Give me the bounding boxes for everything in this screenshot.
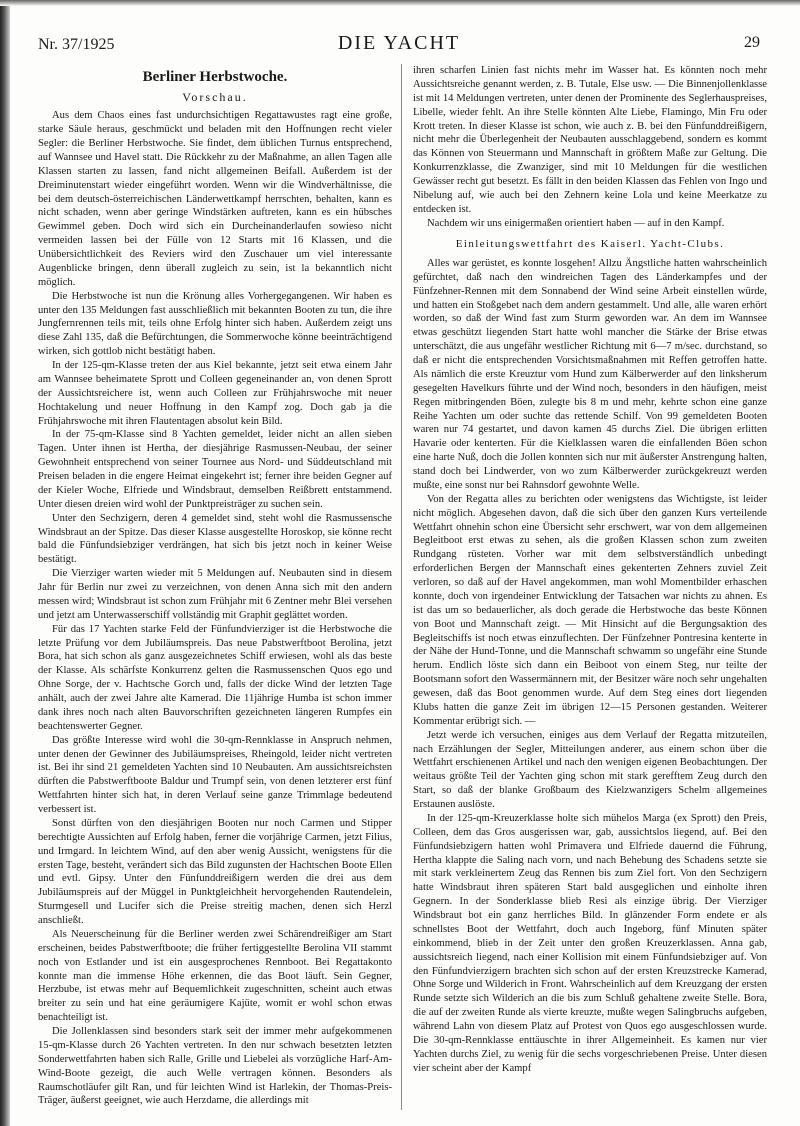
page-number: 29 [744,34,760,51]
paragraph: Nachdem wir uns einigermaßen orientiert haben — auf in den Kampf. [427,217,725,229]
article-subtitle: Vorschau. [182,89,248,104]
paragraph: Die Jollenklassen sind besonders stark seit der immer mehr aufgekommenen 15-qm-Klasse durch 26 Yachten vertreten. In den nur schwach besetzten letzten Sonderwettfahrten haben sich Ralle, Grille und Liebelei als vorzügliche Harf-Am-Wind-Boote gezeigt, die auch Welle vertragen können. Besonders als Raumschotläufer gilt Ran, und für leichten Wind ist Harlekin, der Thomas-Preis-Träger, äußerst geeignet, wie auch Herzdame, die allerdings mit [38,1026,392,1107]
paragraph: Für das 17 Yachten starke Feld der Fünfundvierziger ist die Herbstwoche die letzte Prüfung vor dem Jubiläumspreis. Das neue Pabstwerftboot Berolina, jetzt Bora, hat sich schon als ganz ausgezeichnetes Schiff erwiesen, wohl als das beste der Klasse. Als schärfste Konkurrenz gelten die Rasmussenschen Quos ego und Ohne Sorge, der v. Hachtsche Gorch und, falls der dicke Wind der letzten Tage anhält, auch der zwei Jahre alte Kamerad. Die 11jährige Humba ist schon immer dank ihres noch nach alten Bauvorschriften gezeichneten längeren Rumpfes ein beachtenswerter Gegner. [38,623,392,732]
paragraph: In der 125-qm-Kreuzerklasse holte sich mühelos Marga (ex Sprott) den Preis, Colleen, dem das Gros ausgerissen war, gab, aussichtslos liegend, auf. Bei den Fünfundsiebzigern hatten wohl Primavera und Elfriede dauernd die Führung, Hertha klappte die Saling nach vorn, und nach Behebung des Schadens setzte sie mit stark verkleinertem Zeug das Rennen bis zum Ziel fort. Von den Sechzigern hatte Windsbraut ihren späteren Start bald ausgeglichen und einholte ihren Gegnern. In der Sonderklasse blieb Resi als einzige übrig. Der Vierziger Windsbraut bot ein ganz herrliches Bild. In glänzender Form endete er als schnellstes Boot der Wettfahrt, doch auch Ingeborg, fünf Minuten später einkommend, blieb in der Zeit unter den großen Kreuzerklassen. Anna gab, aussichtsreich liegend, nach einer Kollision mit einem Fünfundsiebziger auf. Von den Fünfundvierzigern brachten sich schon auf der ersten Kreuzstrecke Kamerad, Ohne Sorge und Wilderich in Front. Wahrscheinlich auf dem Kreuzgang der ersten Runde setzte sich Wilderich an die bis zum Schluß gehaltene zweite Stelle. Bora, die auf der zweiten Runde als vierte kreuzte, mußte wegen Salingbruchs aufgeben, während Lahn von diesem Platz auf Protest von Quos ego ausgeschlossen wurde. Die 30-qm-Rennklasse enttäuschte in ihrer Allgemeinheit. Es kamen nur vier Yachten durchs Ziel, zu wenig für die sechs vorgeschriebenen Preise. Unter diesen vier scheint aber der Kampf [413,812,767,1074]
page-top-edge [0,0,800,6]
paragraph: ihren scharfen Linien fast nichts mehr im Wasser hat. Es könnten noch mehr Aussichtsreiche genannt werden, z. B. Tutale, Else usw. — Die Binnenjollenklasse ist mit 14 Meldungen vertreten, unter denen der Prominente des Seglerhauspreises, Libelle, wieder fehlt. An ihre Stelle könnten Alte Liebe, Flamingo, Min Fru oder Krott treten. In dieser Klasse ist schon, wie auch z. B. bei den Fünfunddreißigern, nicht mehr die Überlegenheit der Neubauten ausschlaggebend, sondern es kommt das Können von Steuermann und Mannschaft in größtem Maße zur Geltung. Die Konkurrenzklasse, die Zwanziger, sind mit 10 Meldungen für die westlichen Gewässer recht gut besetzt. Es fällt in den beiden Klassen das Fehlen von Ingo und Nibelung auf, wie auch bei den Zehnern keine Lola und keine Meerkatze zu entdecken ist. [413,65,767,215]
paragraph: Von der Regatta alles zu berichten oder wenigstens das Wichtigste, ist leider nicht möglich. Abgesehen davon, daß die sich über den ganzen Kurs verteilende Wettfahrt ohnehin schon eine Übersicht sehr erschwert, war von dem allgemeinen Begleitboot erst etwas zu sehen, als die großen Klassen schon zum zweiten Rundgang rüsteten. Vorher war mit dem selbstverständlich unbedingt erforderlichen Bergen der Mannschaft eines gekenterten Zehners zuviel Zeit verloren, so daß auf der Havel angekommen, man wohl Momentbilder erhaschen konnte, doch von irgendeiner Entwicklung der Tatsachen war nichts zu ahnen. Es ist das um so bedauerlicher, als doch gerade die Herbstwoche das beste Können von Boot und Mannschaft zeigt. — Mit Hinsicht auf die Bergungsaktion des Begleitschiffs ist noch etwas einzuflechten. Der Fünfzehner Pontresina kenterte in der Nähe der Hund-Tonne, und die Mannschaft schwamm so ungefähr eine Stunde herum. Endlich löste sich dann ein Beiboot von einem Steg, nur teilte der Bootsmann sofort den Wassermännern mit, der Besitzer wäre noch sehr ungehalten gewesen, daß das Boot genommen wurde. Auf dem Steg eines dort liegenden Klubs hatten die ganze Zeit im übrigen 12—15 Personen gestanden. Weiterer Kommentar erübrigt sich. — [413,493,767,727]
issue-number: Nr. 37/1925 [38,36,115,53]
paragraph: Jetzt werde ich versuchen, einiges aus dem Verlauf der Regatta mitzuteilen, nach Erzählungen der Segler, Mitteilungen anderer, aus einem schon über die Wettfahrt erschienenen Artikel und nach den wenigen eigenen Beobachtungen. Der weitaus größte Teil der Yachten ging schon mit stark gerefftem Zeug durch den Start, so daß der blanke Großbaum des Kielzwanzigers Schelm allgemeines Erstaunen auslöste. [413,729,767,811]
article-title: Berliner Herbstwoche. [142,69,288,85]
running-header [38,30,760,54]
paragraph: Alles war gerüstet, es konnte losgehen! Allzu Ängstliche hatten wahrscheinlich gefürchtet, daß nach den windreichen Tagen des Länderkampfes und der Fünfzehner-Rennen mit dem Sonnabend der Wind seine Arbeit einstellen würde, und hatten ein Stoßgebet nach dem andern gestammelt. Und alle, alle waren erhört worden, so daß der Wind fast zum Sturm geworden war. An dem im Wannsee etwas geschützt liegenden Start hatte wohl mancher die Stärke der Brise etwas unterschätzt, die aus ungefähr westlicher Richtung mit 6—7 m/sec. durchstand, so daß er nicht die entsprechenden Vorsichtsmaßnahmen mit Reffen getroffen hatte. Als nämlich die erste Kreuztur vom Hund zum Kälberwerder auf den linksherum gesegelten Havelkurs führte und der Wind noch, besonders in den häufigen, meist Regen mitbringenden Böen, zulegte bis 8 m und mehr, kehrte schon eine ganze Reihe Yachten um oder suchte das rettende Schilf. Von 99 gemeldeten Booten waren nur 74 gestartet, und davon kamen 45 durchs Ziel. Die übrigen erlitten Havarie oder kenterten. Für die Kielklassen waren die einfallenden Böen schon eine harte Nuß, doch die Jollen konnten sich nur mit äußerster Anstrengung halten, stand doch bei Lindwerder, von wo zum Kälberwerder zurückgekreuzt werden mußte, eine sonst nur bei Rahnsdorf gewohnte Welle. [413,257,767,491]
paragraph: Als Neuerscheinung für die Berliner werden zwei Schärendreißiger am Start erscheinen, beides Pabstwerftboote; die früher fertiggestellte Berolina VII stammt noch von Estlander und ist ein ausgesprochenes Rennboot. Bei Regattakonto konnte man die immense Höhe erkennen, die das Boot läuft. Sein Gegner, Herzbube, ist etwas mehr auf Bequemlichkeit zugeschnitten, scheint auch etwas breiter zu sein und hat eine geräumigere Kajüte, womit er wohl schon etwas benachteiligt ist. [38,928,392,1024]
paragraph: In der 125-qm-Klasse treten der aus Kiel bekannte, jetzt seit etwa einem Jahr am Wannsee beheimatete Sprott und Colleen gegeneinander an, von denen Sprott der Aussichtsreichere ist, wenn auch Colleen zur Frühjahrswoche mit neuer Hochtakelung und neuer Hoffnung in den Kampf zog. Doch gab ja die Frühjahrswoche mit ihren Flautentagen absolut kein Bild. [38,360,392,427]
right-column [413,64,767,1110]
left-column [38,64,392,1110]
paragraph: Die Vierziger warten wieder mit 5 Meldungen auf. Neubauten sind in diesem Jahr für Berlin nur zwei zu verzeichnen, von denen Anna sich mit den andern messen wird; Windsbraut ist schon zum Frühjahr mit 6 Zentner mehr Blei versehen und jetzt am Unterwasserschiff vollständig mit Graphit geglättet worden. [38,568,392,621]
section-title: Einleitungswettfahrt des Kaiserl. Yacht-Clubs. [455,237,725,250]
paragraph: Das größte Interesse wird wohl die 30-qm-Rennklasse in Anspruch nehmen, unter denen der Gewinner des Jubiläumspreises, Rheingold, leider nicht vertreten ist. Bei ihr sind 21 gemeldeten Yachten sind 10 Neubauten. Am aussichtsreichsten dürften die Pabstwerftboote Baldur und Trumpf sein, von denen letzterer erst fünf Wettfahrten hinter sich hat, in deren Verlauf seine ganze Trimmlage bedeutend verbessert ist. [38,734,392,816]
page-binding-edge [0,0,10,1126]
paragraph: Die Herbstwoche ist nun die Krönung alles Vorhergegangenen. Wir haben es unter den 135 Meldungen fast ausschließlich mit bekannten Booten zu tun, die ihre Jungfernrennen teils mit, teils ohne Erfolg hinter sich haben. Außerdem zeigt uns diese Zahl 135, daß die Befürchtungen, die Sommerwoche könne beeinträchtigend wirken, sich gottlob nicht bestätigt haben. [38,290,392,358]
paragraph: In der 75-qm-Klasse sind 8 Yachten gemeldet, leider nicht an allen sieben Tagen. Unter ihnen ist Hertha, der diesjährige Rasmussen-Neubau, der seiner Gewohnheit entsprechend von seiner Tournee aus Nord- und Süddeutschland mit Preisen beladen in die engere Heimat eingekehrt ist; ferner ihre beiden Gegner auf der Kieler Woche, Elfriede und Windsbraut, demselben Reißbrett entstammend. Unter diesen dreien wird wohl der Punktpreisträger zu suchen sein. [38,429,392,510]
column-divider [401,64,402,1110]
paragraph: Sonst dürften von den diesjährigen Booten nur noch Carmen und Stipper berechtigte Aussichten auf Erfolg haben, ferner die vorjährige Carmen, jetzt Filius, und Irmgard. In leichtem Wind, auf den aber wenig Aussicht, wenigstens für die ersten Tage, besteht, verändert sich das Bild zugunsten der Hachtschen Boote Ellen und evtl. Gipsy. Unter den Fünfunddreißigern werden die drei aus dem Jubiläumspreis auf der Müggel in Punktgleichheit hervorgehenden Rautendelein, Sturmgesell und Lucifer sich die Preise streitig machen, denen sich Herzl anschließt. [38,817,392,927]
paragraph: Unter den Sechzigern, deren 4 gemeldet sind, steht wohl die Rasmussensche Windsbraut an der Spitze. Das dieser Klasse ausgestellte Horoskop, sie könne recht bald die Fünfundsiebziger verdrängen, hat sich bis jetzt noch in keiner Weise bestätigt. [38,512,392,566]
paragraph: Aus dem Chaos eines fast undurchsichtigen Regattawustes ragt eine große, starke Säule heraus, geschmückt und beladen mit den Hoffnungen recht vieler Segler: die Berliner Herbstwoche. Sie findet, dem üblichen Turnus entsprechend, auf Wannsee und Havel statt. Die Rückkehr zu der Maßnahme, an allen Tagen alle Klassen starten zu lassen, fand nicht allgemeinen Beifall. Außerdem ist der Dreiminutenstart wieder eingeführt worden. Wenn wir die Windverhältnisse, die bei dem deutsch-österreichischen Länderwettkampf herrschten, behalten, kann es nicht schaden, wenn aber geringe Windstärken auftreten, kann es ein hübsches Gewimmel geben. Doch wird sich ein Durcheinanderlaufen sowieso nicht vermeiden lassen bei der Fülle von 12 Starts mit 16 Klassen, und die Unübersichtlichkeit des Reviers wird den Zuschauer um viel interessante Augenblicke bringen, denn überall zugleich zu sein, ist la bekanntlich nicht möglich. [38,110,392,288]
magazine-title: DIE YACHT [337,32,461,54]
